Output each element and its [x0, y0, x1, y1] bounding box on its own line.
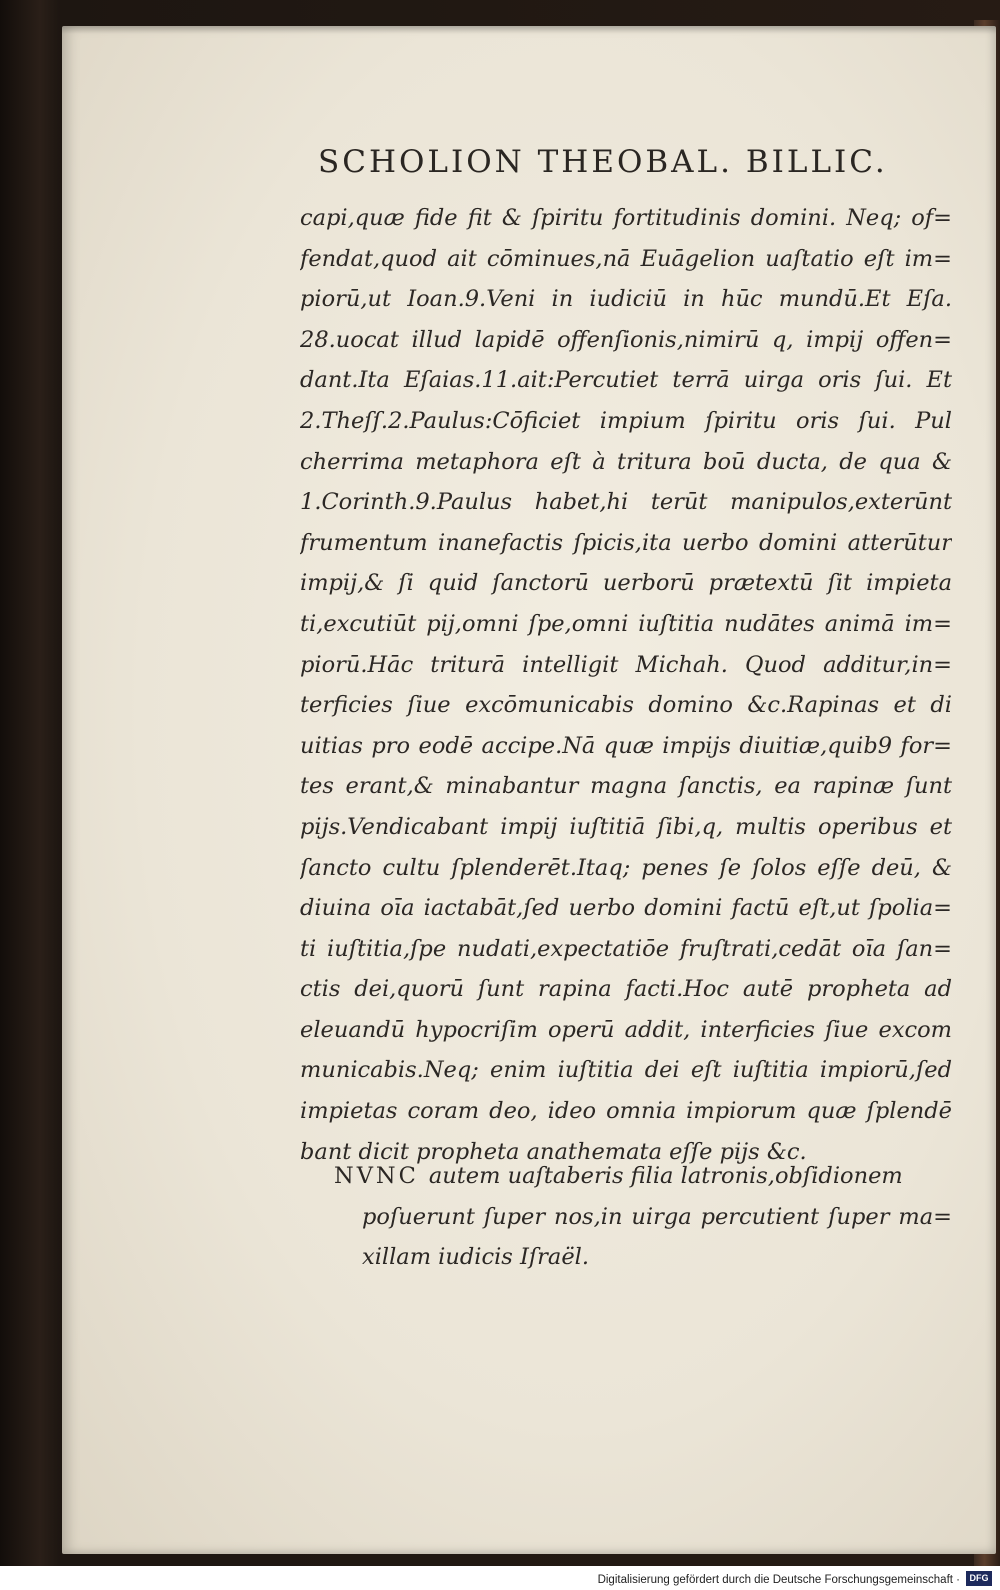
text-line: impietas coram deo, ideo omnia impiorum quæ ſplendē — [300, 1098, 952, 1125]
text-line: dant.Ita Eſaias.11.ait:Percutiet terrā uirga oris ſui. Et — [300, 367, 952, 394]
text-line: ti,excutiūt pij,omni ſpe,omni iuſtitia nudātes animā im= — [300, 610, 952, 637]
running-head: SCHOLION THEOBAL. BILLIC. — [318, 144, 888, 180]
text-line: ctis dei,quorū ſunt rapina facti.Hoc autē propheta ad — [300, 976, 952, 1003]
body-text — [300, 198, 952, 1172]
lemma-line: poſuerunt ſuper nos,in uirga percutient ſuper ma= — [362, 1203, 952, 1230]
text-line: frumentum inanefactis ſpicis,ita uerbo domini atterūtur — [300, 529, 952, 556]
text-line: piorū.Hāc triturā intelligit Michah. Quod additur,in= — [300, 651, 952, 678]
text-line: cherrima metaphora eſt à tritura boū ducta, de qua & — [300, 448, 952, 475]
text-line: bant dicit propheta anathemata eſſe pijs &c. — [300, 1138, 807, 1165]
footer-credit: Digitalisierung gefördert durch die Deutsche Forschungsgemeinschaft · — [597, 1574, 960, 1586]
text-line: piorū,ut Ioan.9.Veni in iudiciū in hūc mundū.Et Eſa. — [300, 286, 952, 313]
text-line: capi,quæ fide fit & ſpiritu fortitudinis domini. Neq; of= — [300, 205, 952, 231]
text-line: fendat,quod ait cōminues,nā Euāgelion uaſtatio eſt im= — [300, 245, 952, 272]
text-line: tes erant,& minabantur magna ſanctis, ea rapinæ ſunt — [300, 773, 952, 800]
text-line: 2.Theſſ.2.Paulus:Cōficiet impium ſpiritu oris ſui. Pul — [300, 407, 952, 434]
page-shadow — [62, 26, 996, 34]
text-line: uitias pro eodē accipe.Nā quæ impijs diuitiæ,quib9 for= — [300, 732, 952, 759]
lemma-text: autem uaſtaberis filia latronis,obſidionem — [428, 1163, 903, 1189]
text-line: pijs.Vendicabant impij iuſtitiā ſibi,q, multis operibus et — [300, 813, 952, 840]
lemma-line — [300, 1156, 952, 1197]
lemma-caps: NVNC — [334, 1163, 419, 1189]
text-line: impij,& ſi quid ſanctorū uerborū prætextū ſit impieta — [300, 570, 952, 597]
footer-bar — [0, 1566, 1000, 1590]
text-line: ti iuſtitia,ſpe nudati,expectatiōe fruſtrati,cedāt oīa ſan= — [300, 935, 952, 962]
text-line: 1.Corinth.9.Paulus habet,hi terūt manipulos,exterūnt — [300, 489, 952, 516]
text-line: ſancto cultu ſplenderēt.Itaq; penes ſe ſolos eſſe deū, & — [300, 854, 952, 881]
lemma-line: xillam iudicis Iſraël. — [362, 1244, 590, 1271]
dfg-logo: DFG — [966, 1571, 992, 1586]
text-line: terficies ſiue excōmunicabis domino &c.Rapinas et di — [300, 692, 952, 719]
lemma-verse — [300, 1156, 952, 1278]
text-line: 28.uocat illud lapidē offenſionis,nimirū q, impij offen= — [300, 326, 952, 353]
text-line: municabis.Neq; enim iuſtitia dei eſt iuſtitia impiorū,ſed — [300, 1057, 952, 1084]
text-line: diuina oīa iactabāt,ſed uerbo domini factū eſt,ut ſpolia= — [300, 895, 952, 922]
text-line: eleuandū hypocriſim operū addit, interficies ſiue excom — [300, 1016, 952, 1043]
